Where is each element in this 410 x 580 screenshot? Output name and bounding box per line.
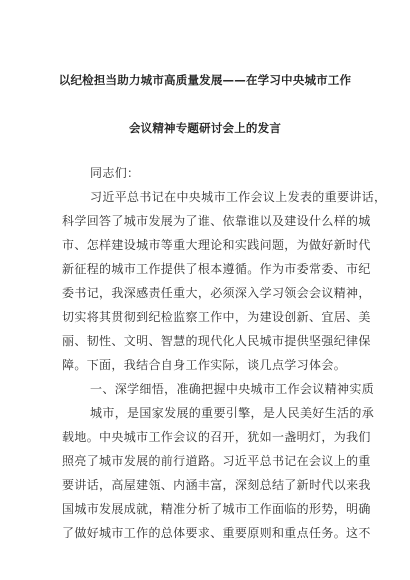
paragraph-line: 习近平总书记在中央城市工作会议上发表的重要讲话， [90, 190, 387, 204]
document-title-line-1: 以纪检担当助力城市高质量发展——在学习中央城市工作 [58, 73, 352, 87]
paragraph-line: 国城市发展成就，精准分析了城市工作面临的形势，明确 [62, 502, 371, 516]
section-heading: 一、深学细悟，准确把握中央城市工作会议精神实质 [90, 382, 375, 396]
paragraph-line: 要讲话，高屋建瓴、内涵丰富，深刻总结了新时代以来我 [62, 478, 371, 492]
salutation: 同志们： [90, 166, 140, 180]
paragraph-line: 丽、韧性、文明、智慧的现代化人民城市提供坚强纪律保 [62, 334, 371, 348]
paragraph-line: 科学回答了城市发展为了谁、依靠谁以及建设什么样的城 [62, 214, 371, 228]
document-title-line-2: 会议精神专题研讨会上的发言 [128, 121, 282, 135]
paragraph-line: 切实将其贯彻到纪检监察工作中，为建设创新、宜居、美 [62, 310, 371, 324]
paragraph-line: 委书记，我深感责任重大，必须深入学习领会会议精神， [62, 286, 371, 300]
paragraph-line: 城市，是国家发展的重要引擎，是人民美好生活的承 [90, 406, 375, 420]
paragraph-line: 载地。中央城市工作会议的召开，犹如一盏明灯，为我们 [62, 430, 371, 444]
paragraph-line: 障。下面，我结合自身工作实际，谈几点学习体会。 [62, 358, 347, 372]
paragraph-line: 照亮了城市发展的前行道路。习近平总书记在会议上的重 [62, 454, 371, 468]
paragraph-line: 了做好城市工作的总体要求、重要原则和重点任务。这不 [62, 526, 371, 540]
paragraph-line: 新征程的城市工作提供了根本遵循。作为市委常委、市纪 [62, 262, 371, 276]
paragraph-line: 市、怎样建设城市等重大理论和实践问题，为做好新时代 [62, 238, 371, 252]
